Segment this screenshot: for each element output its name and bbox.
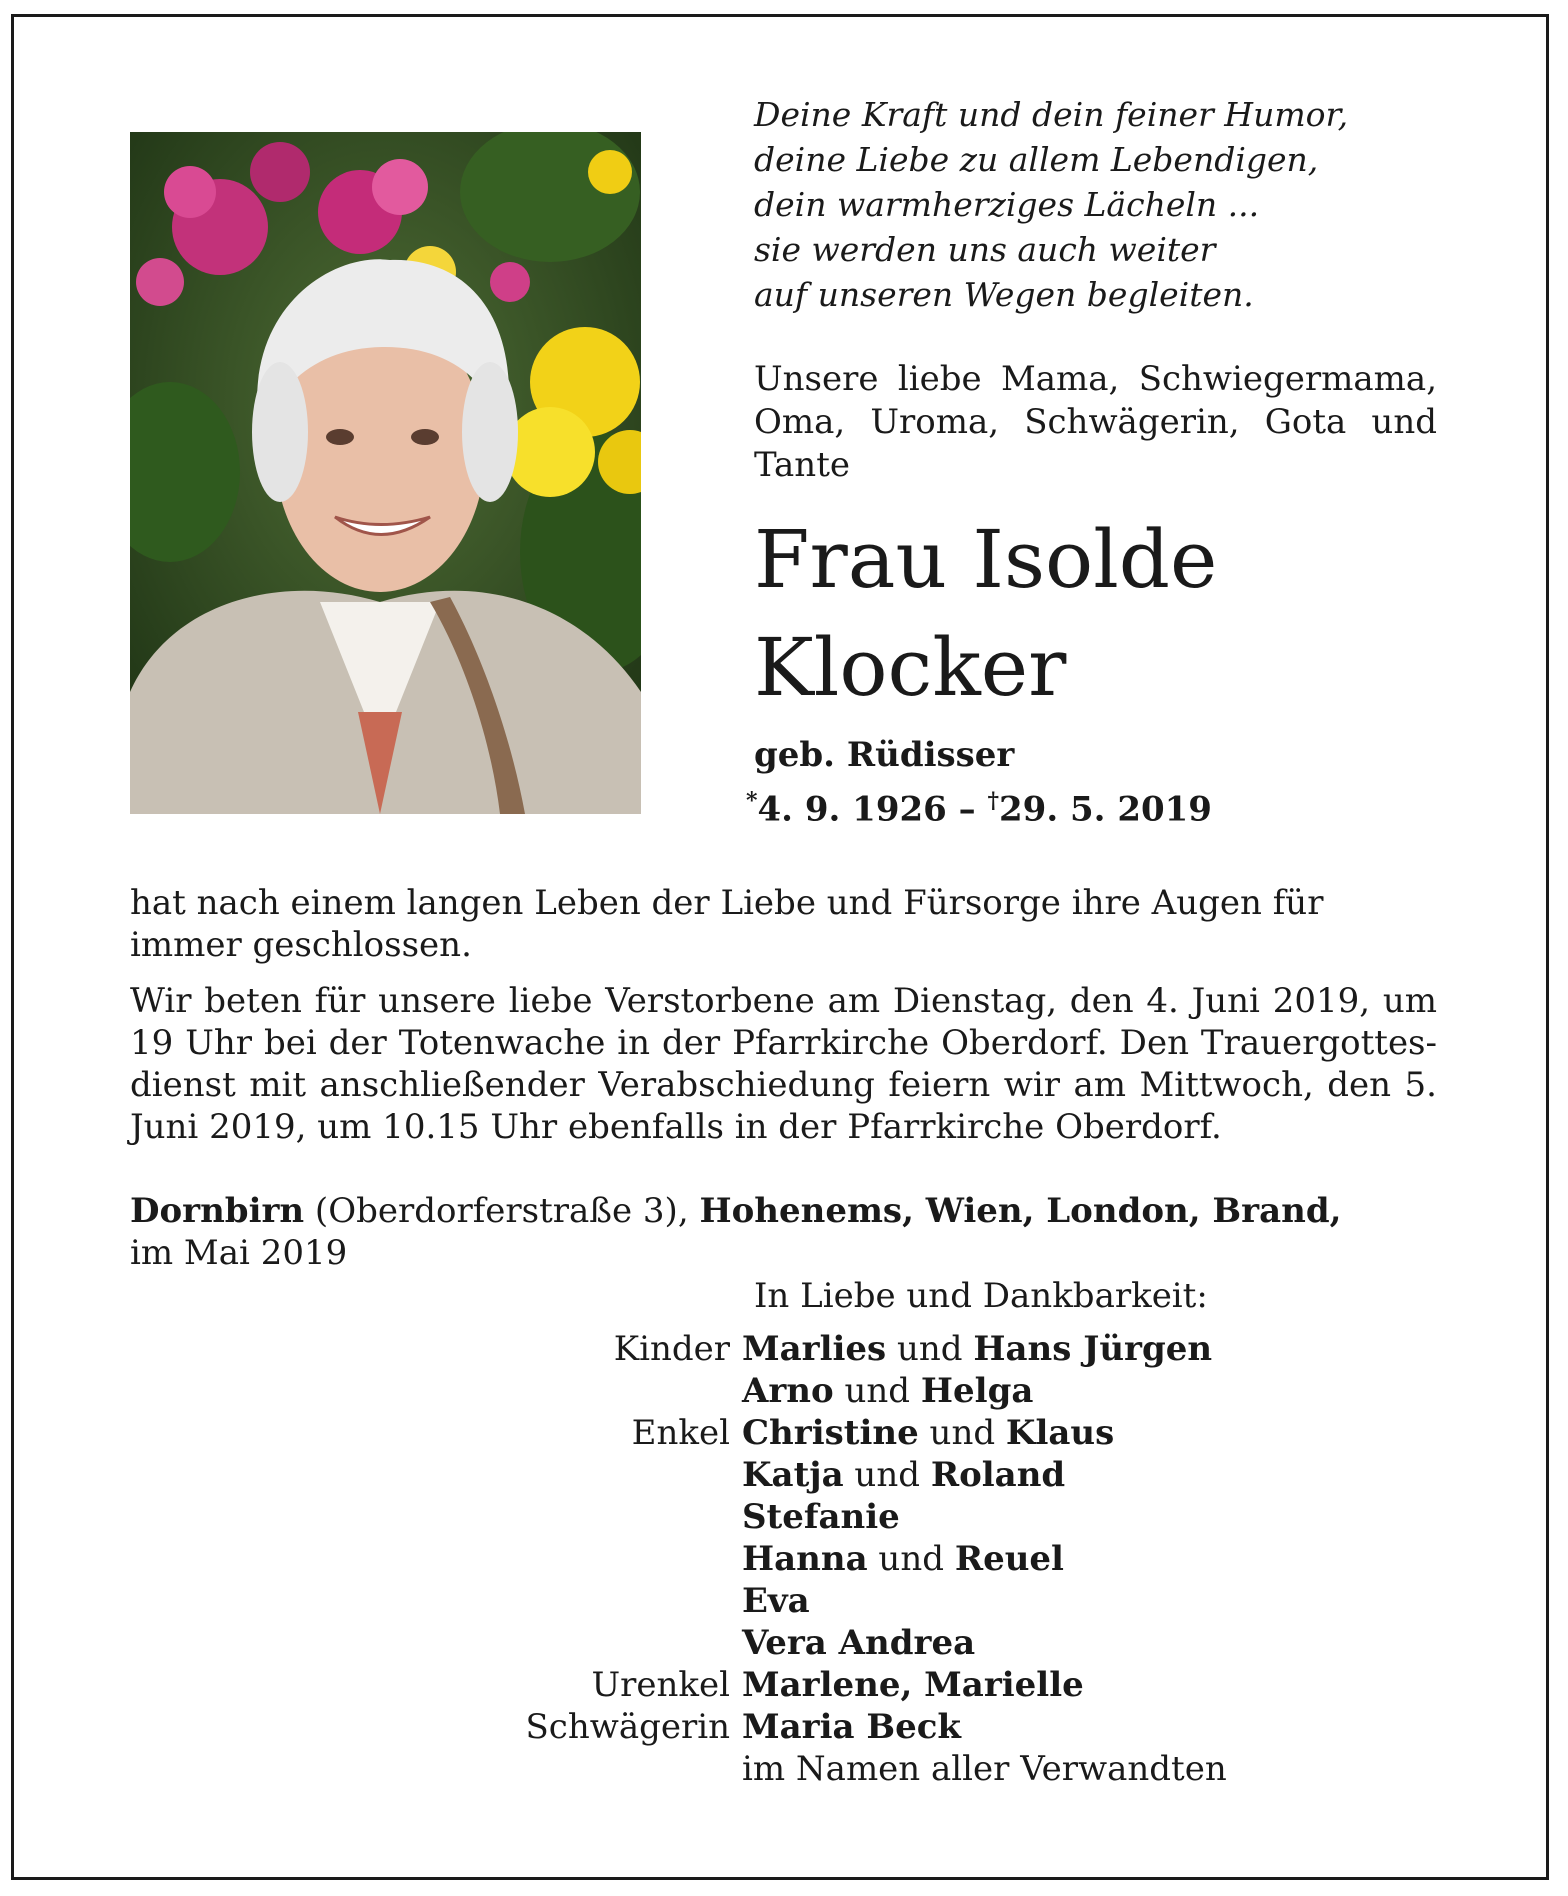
connector-text: und bbox=[833, 1371, 921, 1411]
relative-names bbox=[742, 1370, 1033, 1412]
thanks-line: In Liebe und Dankbarkeit: bbox=[754, 1276, 1208, 1316]
relation-label: Urenkel bbox=[591, 1665, 730, 1705]
city-name: Dornbirn bbox=[130, 1191, 305, 1231]
relation-label: Enkel bbox=[631, 1413, 730, 1453]
relative-names bbox=[742, 1412, 1114, 1454]
connector-text: und bbox=[867, 1539, 955, 1579]
relative-names bbox=[742, 1328, 1212, 1370]
family-row bbox=[440, 1580, 1480, 1622]
birth-date: 4. 9. 1926 bbox=[757, 789, 947, 830]
connector-text: und bbox=[843, 1455, 931, 1495]
relative-name: Stefanie bbox=[742, 1497, 900, 1537]
poem-line: deine Liebe zu allem Lebendigen, bbox=[754, 140, 1319, 179]
relation-label bbox=[440, 1622, 742, 1664]
portrait-illustration bbox=[130, 132, 641, 814]
address: (Oberdorferstraße 3), bbox=[304, 1191, 700, 1231]
family-row bbox=[440, 1412, 1480, 1454]
relation-label bbox=[440, 1580, 742, 1622]
relation-label: Kinder bbox=[613, 1329, 730, 1369]
family-row bbox=[440, 1748, 1480, 1790]
relative-name: Helga bbox=[920, 1371, 1034, 1411]
memorial-poem bbox=[754, 92, 1474, 317]
connector-text: und bbox=[886, 1329, 974, 1369]
birth-name: geb. Rüdisser bbox=[754, 735, 1015, 775]
family-row bbox=[440, 1370, 1480, 1412]
family-row bbox=[440, 1622, 1480, 1664]
relative-name: Roland bbox=[930, 1455, 1066, 1495]
relative-names bbox=[742, 1706, 961, 1748]
relation-label bbox=[440, 1748, 742, 1790]
family-row bbox=[440, 1706, 1480, 1748]
relative-names bbox=[742, 1622, 975, 1664]
birth-symbol: * bbox=[746, 788, 758, 814]
relation-label bbox=[440, 1454, 742, 1496]
place-and-date bbox=[130, 1190, 1450, 1274]
relative-names bbox=[742, 1496, 900, 1538]
poem-line: Deine Kraft und dein feiner Humor, bbox=[754, 95, 1349, 134]
service-details: Wir beten für unsere liebe Verstorbene am Dienstag, den 4. Juni 2019, um 19 Uhr bei der Totenwache in der Pfarrkirche Oberdorf. Den Trauergottes-dienst mit anschließender Verabschiedung feiern wir am Mittwoch, den 5. Juni 2019, um 10.15 Uhr ebenfalls in der Pfarrkirche Oberdorf. bbox=[130, 981, 1437, 1147]
other-places: Hohenems, Wien, London, Brand, bbox=[699, 1191, 1342, 1231]
family-row bbox=[440, 1538, 1480, 1580]
relative-names bbox=[742, 1664, 1084, 1706]
relation-label bbox=[440, 1370, 742, 1412]
death-symbol: † bbox=[987, 788, 1000, 814]
relative-name: Hans Jürgen bbox=[973, 1329, 1213, 1369]
connector-text: und bbox=[918, 1413, 1006, 1453]
intro-text: Unsere liebe Mama, Schwiegermama, Oma, Uroma, Schwägerin, Gota und Tante bbox=[754, 359, 1437, 485]
poem-line: dein warmherziges Lächeln ... bbox=[754, 185, 1260, 224]
relative-name: Reuel bbox=[954, 1539, 1064, 1579]
life-dates bbox=[746, 780, 1212, 830]
name-line-1: Frau Isolde bbox=[754, 513, 1218, 606]
relative-name: Katja bbox=[742, 1455, 844, 1495]
relative-name: Christine bbox=[742, 1413, 919, 1453]
relative-name: Arno bbox=[742, 1371, 834, 1411]
name-line-2: Klocker bbox=[754, 621, 1067, 714]
family-row bbox=[440, 1328, 1480, 1370]
portrait-photo bbox=[130, 132, 641, 814]
relative-name: Maria Beck bbox=[742, 1707, 961, 1747]
poem-line: auf unseren Wegen begleiten. bbox=[754, 275, 1254, 314]
announcement-text: hat nach einem langen Leben der Liebe und Fürsorge ihre Augen für immer geschlossen. bbox=[130, 883, 1324, 965]
relative-names bbox=[742, 1454, 1065, 1496]
relation-label bbox=[440, 1538, 742, 1580]
family-row bbox=[440, 1496, 1480, 1538]
relation-label bbox=[440, 1496, 742, 1538]
family-row bbox=[440, 1454, 1480, 1496]
relative-names bbox=[742, 1580, 810, 1622]
relative-names bbox=[742, 1748, 1227, 1790]
death-date: 29. 5. 2019 bbox=[999, 789, 1212, 830]
relative-name: Klaus bbox=[1005, 1413, 1115, 1453]
family-list bbox=[440, 1328, 1480, 1790]
family-row bbox=[440, 1664, 1480, 1706]
connector-text: im Namen aller Verwandten bbox=[742, 1749, 1227, 1789]
relation-label: Schwägerin bbox=[525, 1707, 730, 1747]
relative-names bbox=[742, 1538, 1064, 1580]
notice-date: im Mai 2019 bbox=[130, 1233, 348, 1273]
relative-name: Eva bbox=[742, 1581, 810, 1621]
poem-line: sie werden uns auch weiter bbox=[754, 230, 1216, 269]
relative-name: Hanna bbox=[742, 1539, 868, 1579]
date-separator: – bbox=[946, 789, 988, 830]
relative-name: Vera Andrea bbox=[742, 1623, 976, 1663]
relative-name: Marlene, Marielle bbox=[742, 1665, 1084, 1705]
places-line bbox=[130, 1190, 1450, 1232]
deceased-name bbox=[754, 506, 1217, 722]
relative-name: Marlies bbox=[742, 1329, 887, 1369]
